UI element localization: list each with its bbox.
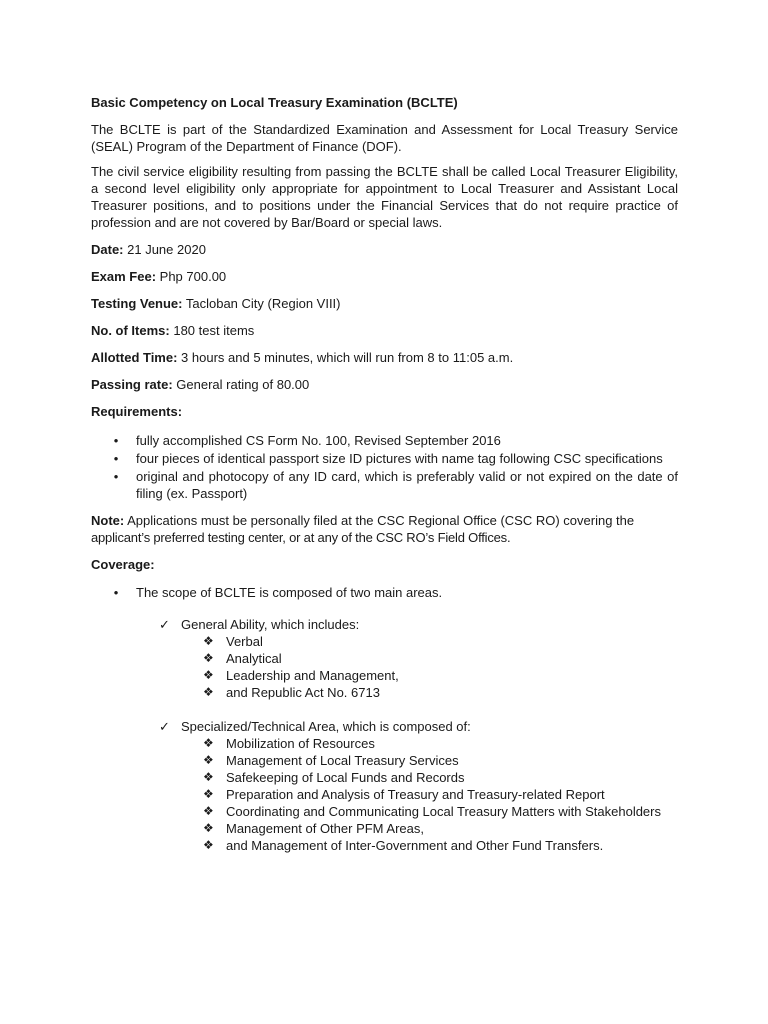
- list-item: ❖ Coordinating and Communicating Local Treasury Matters with Stakeholders: [203, 804, 661, 819]
- list-item: • fully accomplished CS Form No. 100, Revised September 2016: [91, 432, 678, 449]
- list-item: ❖ Analytical: [203, 651, 282, 666]
- document-title: Basic Competency on Local Treasury Examination (BCLTE): [91, 95, 458, 110]
- list-item: ❖ and Republic Act No. 6713: [203, 685, 380, 700]
- date-label: Date:: [91, 242, 124, 257]
- checkmark-icon: ✓: [159, 719, 170, 734]
- items-label: No. of Items:: [91, 323, 170, 338]
- bullet-icon: •: [113, 451, 119, 466]
- diamond-bullet-icon: ❖: [203, 736, 214, 750]
- allotted-time-field: [91, 349, 678, 366]
- list-item: ❖ Management of Other PFM Areas,: [203, 821, 424, 836]
- bullet-icon: •: [113, 585, 119, 600]
- note-paragraph-continued: applicant’s preferred testing center, or at any of the CSC RO’s Field Offices.: [91, 530, 511, 545]
- testing-venue-field: [91, 295, 678, 312]
- list-item: ❖ Preparation and Analysis of Treasury and Treasury-related Report: [203, 787, 605, 802]
- intro-paragraph: The BCLTE is part of the Standardized Examination and Assessment for Local Treasury Service (SEAL) Program of the Department of Finance (DOF).: [91, 122, 678, 154]
- diamond-bullet-icon: ❖: [203, 787, 214, 801]
- checkmark-icon: ✓: [159, 617, 170, 632]
- coverage-intro: • The scope of BCLTE is composed of two main areas.: [91, 584, 678, 601]
- diamond-bullet-icon: ❖: [203, 651, 214, 665]
- general-ability-section: [91, 616, 678, 701]
- passing-rate-value: General rating of 80.00: [172, 377, 310, 392]
- requirements-list: [91, 432, 678, 502]
- list-item: • four pieces of identical passport size ID pictures with name tag following CSC specifications: [91, 450, 678, 467]
- date-value: 21 June 2020: [123, 242, 206, 257]
- passing-rate-field: [91, 376, 678, 393]
- diamond-bullet-icon: ❖: [203, 685, 214, 699]
- allotted-time-label: Allotted Time:: [91, 350, 178, 365]
- allotted-time-value: 3 hours and 5 minutes, which will run from 8 to 11:05 a.m.: [177, 350, 514, 365]
- diamond-bullet-icon: ❖: [203, 753, 214, 767]
- eligibility-paragraph: The civil service eligibility resulting from passing the BCLTE shall be called Local Treasurer Eligibility, a second level eligibility only appropriate for appointment to Local Treasurer and Assistant Local Treasurer positions, and to positions under the Financial Services that do not require practice of profession and are not covered by Bar/Board or special laws.: [91, 164, 678, 230]
- passing-rate-label: Passing rate:: [91, 377, 173, 392]
- specialized-heading: ✓ Specialized/Technical Area, which is composed of:: [159, 719, 471, 734]
- diamond-bullet-icon: ❖: [203, 770, 214, 784]
- list-item: ❖ Mobilization of Resources: [203, 736, 375, 751]
- list-item: ❖ and Management of Inter-Government and Other Fund Transfers.: [203, 838, 604, 853]
- date-field: [91, 241, 678, 258]
- list-item: ❖ Management of Local Treasury Services: [203, 753, 459, 768]
- items-value: 180 test items: [169, 323, 255, 338]
- list-item: • original and photocopy of any ID card, which is preferably valid or not expired on the date of filing (ex. Passport): [91, 468, 678, 502]
- document-body: [91, 94, 678, 854]
- coverage-heading: Coverage:: [91, 557, 155, 572]
- bullet-icon: •: [113, 469, 119, 484]
- diamond-bullet-icon: ❖: [203, 838, 214, 852]
- exam-fee-value: Php 700.00: [156, 269, 227, 284]
- list-item: ❖ Leadership and Management,: [203, 668, 399, 683]
- note-paragraph: Note: Applications must be personally filed at the CSC Regional Office (CSC RO) covering the: [91, 513, 635, 528]
- list-item: ❖ Safekeeping of Local Funds and Records: [203, 770, 465, 785]
- list-item: ❖ Verbal: [203, 634, 263, 649]
- diamond-bullet-icon: ❖: [203, 821, 214, 835]
- specialized-section: [91, 718, 678, 854]
- bullet-icon: •: [113, 433, 119, 448]
- note-label: Note:: [91, 513, 125, 528]
- testing-venue-value: Tacloban City (Region VIII): [182, 296, 341, 311]
- exam-fee-field: [91, 268, 678, 285]
- testing-venue-label: Testing Venue:: [91, 296, 183, 311]
- items-field: [91, 322, 678, 339]
- diamond-bullet-icon: ❖: [203, 804, 214, 818]
- requirements-heading: Requirements:: [91, 404, 183, 419]
- diamond-bullet-icon: ❖: [203, 668, 214, 682]
- general-ability-heading: ✓ General Ability, which includes:: [159, 617, 360, 632]
- diamond-bullet-icon: ❖: [203, 634, 214, 648]
- exam-fee-label: Exam Fee:: [91, 269, 157, 284]
